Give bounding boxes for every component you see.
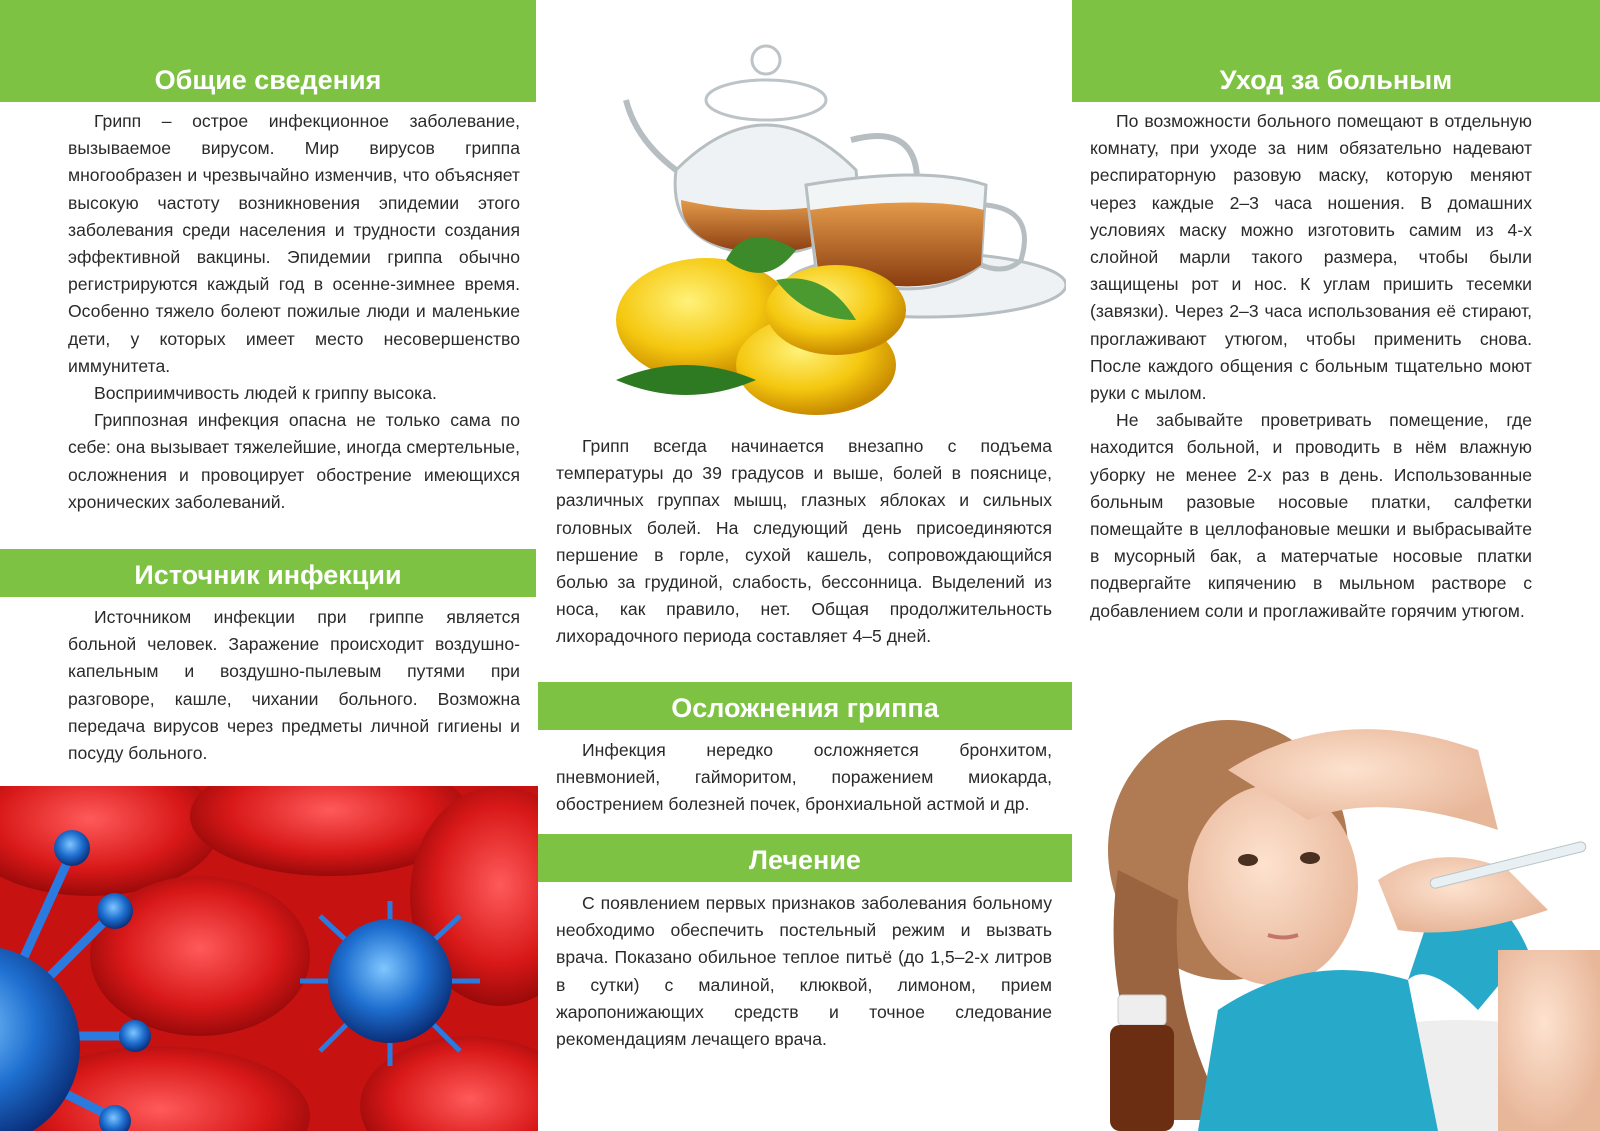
paragraph: Инфекция нередко осложняется бронхитом, пневмонией, гайморитом, поражением миокарда, обострением болезней почек, бронхиальной астмой и др. (556, 740, 1052, 815)
section-heading-care (1072, 0, 1600, 102)
heading-text: Общие сведения (154, 65, 382, 95)
symptoms-text (556, 433, 1052, 651)
care-text (1090, 108, 1532, 625)
section-heading-treatment (538, 834, 1072, 882)
paragraph: Грипп всегда начинается внезапно с подъема температуры до 39 градусов и выше, болей в пояснице, различных группах мышц, глазных яблоках и сильных головных болей. На следующий день присоединяются першение в горле, сухой кашель, сопровождающийся болью за грудиной, слабость, бессонница. Выделений из носа, как правило, нет. Общая продолжительность лихорадочного периода составляет 4–5 дней. (556, 436, 1052, 647)
heading-text: Лечение (749, 845, 861, 875)
paragraph: Грипп – острое инфекционное заболевание, вызываемое вирусом. Мир вирусов гриппа многообразен и чрезвычайно изменчив, что объясняет высокую частоту возникновения эпидемии этого заболевания среди населения и трудности создания эффективной вакцины. Эпидемии гриппа обычно регистрируются каждый год в осенне-зимнее время. Особенно тяжело болеют пожилые люди и маленькие дети, у которых имеет место несовершенство иммунитета. (68, 111, 520, 376)
section-heading-general (0, 0, 536, 102)
heading-text: Осложнения гриппа (671, 693, 939, 723)
paragraph: Гриппозная инфекция опасна не только сама по себе: она вызывает тяжелейшие, иногда смертельные, осложнения и провоцирует обострение имеющихся хронических заболеваний. (68, 410, 520, 512)
paragraph: Не забывайте проветривать помещение, где находится больной, и проводить в нём влажную уборку не менее 2-х раз в день. Использованные больным разовые носовые платки, салфетки помещайте в целлофановые мешки и выбрасывайте в мусорный бак, а матерчатые носовые платки подвергайте кипячению в мыльном растворе с добавлением соли и проглаживайте горячим утюгом. (1090, 410, 1532, 621)
virus-illustration (0, 786, 538, 1131)
heading-text: Источник инфекции (134, 560, 402, 590)
section-heading-source (0, 549, 536, 597)
source-text (68, 604, 520, 767)
treatment-text (556, 890, 1052, 1053)
paragraph: Восприимчивость людей к гриппу высока. (94, 383, 437, 404)
sick-child-photo (1078, 710, 1600, 1131)
section-heading-complications (538, 682, 1072, 730)
paragraph: С появлением первых признаков заболевания больному необходимо обеспечить постельный режим и вызвать врача. Показано обильное теплое питьё (до 1,5–2-х литров в сутки) с малиной, клюквой, лимоном, прием жаропонижающих средств и точное следование рекомендациям лечащего врача. (556, 893, 1052, 1050)
complications-text (556, 737, 1052, 819)
tea-and-lemons-illustration (596, 20, 1066, 420)
heading-text: Уход за больным (1219, 65, 1453, 95)
paragraph: По возможности больного помещают в отдельную комнату, при уходе за ним обязательно надевают респираторную разовую маску, которую меняют через каждые 2–3 часа ношения. В домашних условиях маску можно изготовить самим из 4-х слойной марли такого размера, чтобы были защищены рот и нос. К углам пришить тесемки (завязки). Через 2–3 часа использования её стирают, проглаживают утюгом, чтобы применить снова. После каждого общения с больным тщательно моют руки с мылом. (1090, 111, 1532, 404)
paragraph: Источником инфекции при гриппе является больной человек. Заражение происходит воздушно-капельным и воздушно-пылевым путями при разговоре, кашле, чихании больного. Возможна передача вирусов через предметы личной гигиены и посуду больного. (68, 607, 520, 764)
general-text (68, 108, 520, 516)
